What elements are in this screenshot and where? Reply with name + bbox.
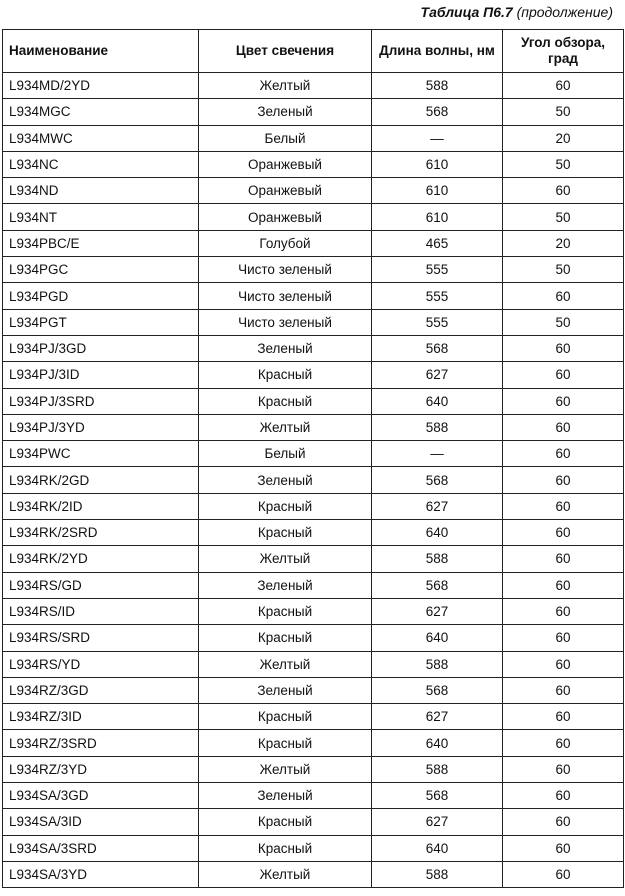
cell-color: Оранжевый bbox=[199, 204, 372, 230]
cell-wavelength: 555 bbox=[372, 283, 503, 309]
table-row bbox=[3, 783, 624, 809]
cell-wavelength: 640 bbox=[372, 520, 503, 546]
cell-name: L934SA/3ID bbox=[3, 809, 199, 835]
cell-angle: 60 bbox=[503, 704, 624, 730]
cell-color: Красный bbox=[199, 730, 372, 756]
cell-wavelength: — bbox=[372, 125, 503, 151]
cell-name: L934RS/SRD bbox=[3, 625, 199, 651]
header-wavelength: Длина волны, нм bbox=[372, 30, 503, 73]
cell-wavelength: — bbox=[372, 441, 503, 467]
cell-wavelength: 588 bbox=[372, 73, 503, 99]
cell-color: Зеленый bbox=[199, 99, 372, 125]
table-row bbox=[3, 546, 624, 572]
cell-name: L934SA/3GD bbox=[3, 783, 199, 809]
table-row bbox=[3, 809, 624, 835]
table-caption bbox=[421, 4, 613, 20]
table-row bbox=[3, 835, 624, 861]
cell-wavelength: 588 bbox=[372, 861, 503, 887]
cell-wavelength: 610 bbox=[372, 178, 503, 204]
cell-color: Чисто зеленый bbox=[199, 283, 372, 309]
table-body bbox=[3, 73, 624, 888]
cell-color: Белый bbox=[199, 441, 372, 467]
table-row bbox=[3, 151, 624, 177]
cell-wavelength: 588 bbox=[372, 414, 503, 440]
table-header-row bbox=[3, 30, 624, 73]
cell-name: L934PWC bbox=[3, 441, 199, 467]
table-caption-title: Таблица П6.7 bbox=[420, 4, 513, 20]
cell-angle: 60 bbox=[503, 651, 624, 677]
table-row bbox=[3, 230, 624, 256]
cell-angle: 60 bbox=[503, 730, 624, 756]
cell-wavelength: 627 bbox=[372, 704, 503, 730]
table-row bbox=[3, 362, 624, 388]
cell-angle: 60 bbox=[503, 756, 624, 782]
cell-color: Красный bbox=[199, 388, 372, 414]
cell-color: Оранжевый bbox=[199, 151, 372, 177]
table-row bbox=[3, 309, 624, 335]
cell-name: L934SA/3YD bbox=[3, 861, 199, 887]
cell-color: Желтый bbox=[199, 414, 372, 440]
table-row bbox=[3, 572, 624, 598]
cell-color: Красный bbox=[199, 809, 372, 835]
cell-angle: 60 bbox=[503, 362, 624, 388]
cell-angle: 60 bbox=[503, 677, 624, 703]
cell-angle: 60 bbox=[503, 283, 624, 309]
table-row bbox=[3, 493, 624, 519]
cell-wavelength: 568 bbox=[372, 467, 503, 493]
cell-wavelength: 627 bbox=[372, 493, 503, 519]
cell-color: Зеленый bbox=[199, 677, 372, 703]
header-name: Наименование bbox=[3, 30, 199, 73]
cell-angle: 60 bbox=[503, 625, 624, 651]
cell-color: Красный bbox=[199, 362, 372, 388]
cell-color: Зеленый bbox=[199, 572, 372, 598]
table-row bbox=[3, 651, 624, 677]
cell-color: Желтый bbox=[199, 546, 372, 572]
table-row bbox=[3, 677, 624, 703]
cell-name: L934RK/2YD bbox=[3, 546, 199, 572]
cell-name: L934PJ/3SRD bbox=[3, 388, 199, 414]
cell-angle: 60 bbox=[503, 809, 624, 835]
cell-angle: 60 bbox=[503, 520, 624, 546]
cell-wavelength: 555 bbox=[372, 257, 503, 283]
cell-angle: 60 bbox=[503, 572, 624, 598]
cell-name: L934RS/ID bbox=[3, 598, 199, 624]
cell-angle: 20 bbox=[503, 125, 624, 151]
cell-name: L934RK/2ID bbox=[3, 493, 199, 519]
cell-color: Чисто зеленый bbox=[199, 257, 372, 283]
cell-name: L934RK/2SRD bbox=[3, 520, 199, 546]
cell-angle: 50 bbox=[503, 257, 624, 283]
cell-name: L934MD/2YD bbox=[3, 73, 199, 99]
table-row bbox=[3, 99, 624, 125]
table-row bbox=[3, 861, 624, 887]
table-row bbox=[3, 178, 624, 204]
cell-angle: 60 bbox=[503, 441, 624, 467]
cell-wavelength: 640 bbox=[372, 835, 503, 861]
cell-wavelength: 568 bbox=[372, 335, 503, 361]
cell-name: L934PJ/3GD bbox=[3, 335, 199, 361]
cell-wavelength: 610 bbox=[372, 204, 503, 230]
cell-color: Красный bbox=[199, 704, 372, 730]
cell-color: Голубой bbox=[199, 230, 372, 256]
cell-name: L934RS/YD bbox=[3, 651, 199, 677]
cell-angle: 50 bbox=[503, 151, 624, 177]
cell-angle: 50 bbox=[503, 204, 624, 230]
cell-angle: 60 bbox=[503, 388, 624, 414]
cell-name: L934RZ/3GD bbox=[3, 677, 199, 703]
cell-name: L934RZ/3ID bbox=[3, 704, 199, 730]
table-row bbox=[3, 730, 624, 756]
table-row bbox=[3, 441, 624, 467]
cell-name: L934PJ/3ID bbox=[3, 362, 199, 388]
cell-wavelength: 568 bbox=[372, 677, 503, 703]
cell-name: L934PGT bbox=[3, 309, 199, 335]
table-row bbox=[3, 467, 624, 493]
table-row bbox=[3, 598, 624, 624]
cell-wavelength: 627 bbox=[372, 362, 503, 388]
header-angle: Угол обзора, град bbox=[503, 30, 624, 73]
table-row bbox=[3, 204, 624, 230]
cell-color: Красный bbox=[199, 625, 372, 651]
cell-wavelength: 640 bbox=[372, 625, 503, 651]
cell-name: L934ND bbox=[3, 178, 199, 204]
cell-angle: 50 bbox=[503, 99, 624, 125]
table-caption-note: (продолжение) bbox=[516, 4, 613, 20]
table-row bbox=[3, 388, 624, 414]
cell-wavelength: 568 bbox=[372, 783, 503, 809]
cell-wavelength: 568 bbox=[372, 99, 503, 125]
cell-angle: 60 bbox=[503, 835, 624, 861]
cell-color: Красный bbox=[199, 835, 372, 861]
cell-color: Чисто зеленый bbox=[199, 309, 372, 335]
cell-wavelength: 640 bbox=[372, 730, 503, 756]
cell-name: L934PJ/3YD bbox=[3, 414, 199, 440]
cell-name: L934RZ/3SRD bbox=[3, 730, 199, 756]
cell-color: Красный bbox=[199, 493, 372, 519]
cell-wavelength: 610 bbox=[372, 151, 503, 177]
cell-angle: 60 bbox=[503, 335, 624, 361]
cell-angle: 60 bbox=[503, 493, 624, 519]
cell-name: L934NT bbox=[3, 204, 199, 230]
cell-wavelength: 588 bbox=[372, 651, 503, 677]
cell-wavelength: 588 bbox=[372, 756, 503, 782]
cell-wavelength: 465 bbox=[372, 230, 503, 256]
table-row bbox=[3, 704, 624, 730]
cell-name: L934PGD bbox=[3, 283, 199, 309]
table-row bbox=[3, 414, 624, 440]
cell-angle: 60 bbox=[503, 178, 624, 204]
cell-angle: 60 bbox=[503, 414, 624, 440]
cell-name: L934MWC bbox=[3, 125, 199, 151]
led-spec-table bbox=[2, 29, 624, 888]
cell-angle: 60 bbox=[503, 783, 624, 809]
cell-wavelength: 555 bbox=[372, 309, 503, 335]
cell-wavelength: 627 bbox=[372, 598, 503, 624]
table-row bbox=[3, 125, 624, 151]
cell-name: L934RZ/3YD bbox=[3, 756, 199, 782]
cell-color: Оранжевый bbox=[199, 178, 372, 204]
cell-color: Белый bbox=[199, 125, 372, 151]
table-row bbox=[3, 520, 624, 546]
cell-angle: 60 bbox=[503, 467, 624, 493]
cell-angle: 60 bbox=[503, 73, 624, 99]
cell-angle: 60 bbox=[503, 598, 624, 624]
table-row bbox=[3, 625, 624, 651]
cell-name: L934SA/3SRD bbox=[3, 835, 199, 861]
table-row bbox=[3, 73, 624, 99]
cell-color: Желтый bbox=[199, 756, 372, 782]
cell-wavelength: 588 bbox=[372, 546, 503, 572]
cell-name: L934PGC bbox=[3, 257, 199, 283]
cell-color: Желтый bbox=[199, 651, 372, 677]
cell-angle: 60 bbox=[503, 546, 624, 572]
cell-name: L934NC bbox=[3, 151, 199, 177]
cell-color: Зеленый bbox=[199, 783, 372, 809]
header-color: Цвет свечения bbox=[199, 30, 372, 73]
cell-color: Желтый bbox=[199, 861, 372, 887]
table-row bbox=[3, 335, 624, 361]
cell-angle: 50 bbox=[503, 309, 624, 335]
table-row bbox=[3, 756, 624, 782]
cell-angle: 20 bbox=[503, 230, 624, 256]
cell-name: L934RS/GD bbox=[3, 572, 199, 598]
cell-color: Зеленый bbox=[199, 335, 372, 361]
cell-color: Желтый bbox=[199, 73, 372, 99]
cell-color: Красный bbox=[199, 520, 372, 546]
table-row bbox=[3, 283, 624, 309]
cell-name: L934MGC bbox=[3, 99, 199, 125]
cell-color: Зеленый bbox=[199, 467, 372, 493]
cell-wavelength: 627 bbox=[372, 809, 503, 835]
cell-name: L934PBC/E bbox=[3, 230, 199, 256]
cell-wavelength: 640 bbox=[372, 388, 503, 414]
cell-name: L934RK/2GD bbox=[3, 467, 199, 493]
cell-color: Красный bbox=[199, 598, 372, 624]
table-row bbox=[3, 257, 624, 283]
cell-angle: 60 bbox=[503, 861, 624, 887]
cell-wavelength: 568 bbox=[372, 572, 503, 598]
